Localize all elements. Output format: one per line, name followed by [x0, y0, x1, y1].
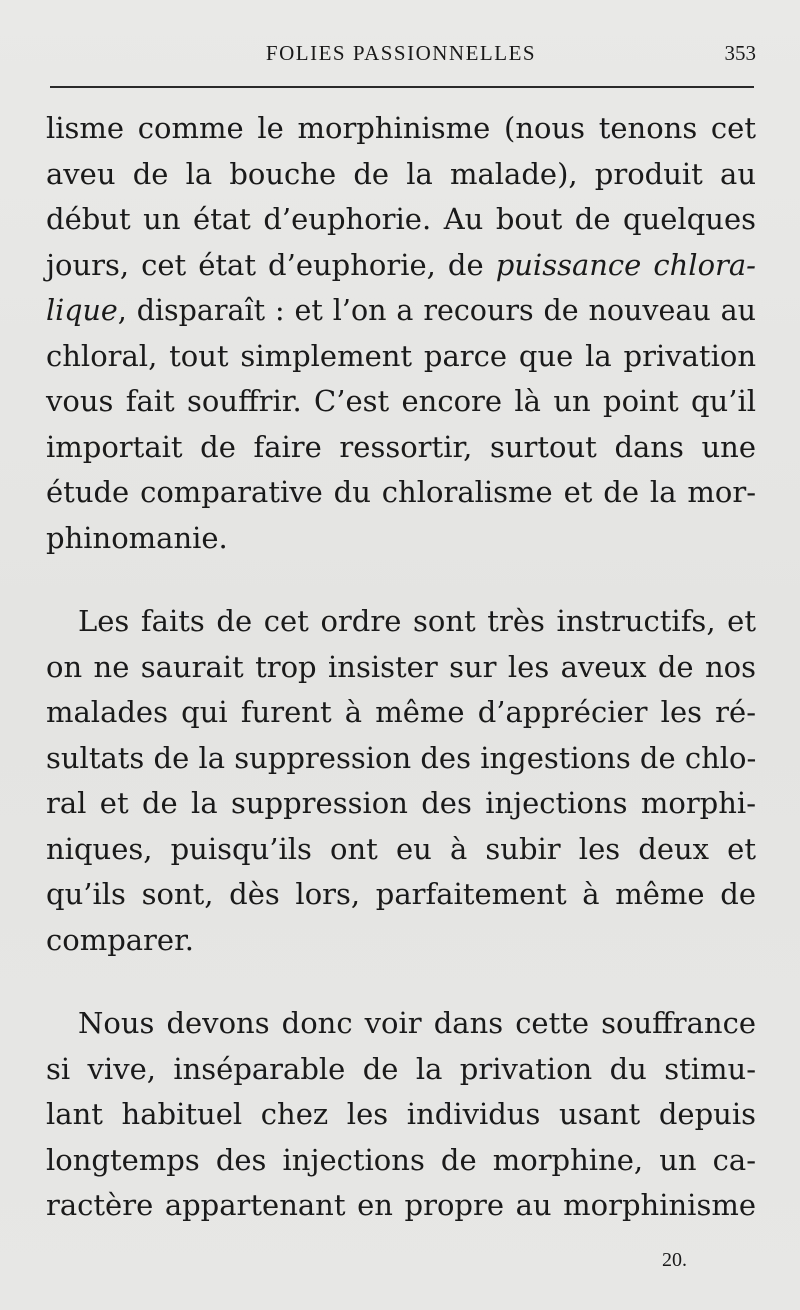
text-line: chloral, tout simplement parce que la privation — [46, 338, 756, 373]
header-rule — [50, 86, 754, 88]
paragraph-3 — [46, 1001, 756, 1229]
text-segment: jours, cet état d’euphorie, de — [46, 247, 496, 282]
running-head — [46, 36, 756, 76]
text-line: qu’ils sont, dès lors, parfaitement à même de — [46, 877, 756, 911]
text-line: Nous devons donc voir dans cette souffrance — [78, 1006, 756, 1040]
text-line: malades qui furent à même d’apprécier les ré- — [46, 695, 756, 729]
text-line: importait de faire ressortir, surtout dans une — [46, 429, 756, 464]
text-line: aveu de la bouche de la malade), produit au — [46, 156, 756, 191]
text-line: comparer. — [46, 922, 194, 957]
text-line: lisme comme le morphinisme (nous tenons cet — [46, 111, 756, 145]
text-line: ral et de la suppression des injections morphi- — [46, 786, 756, 820]
paragraph-2 — [46, 599, 756, 963]
running-title: FOLIES PASSIONNELLES — [265, 41, 537, 65]
text-line: si vive, inséparable de la privation du stimu- — [46, 1051, 756, 1086]
text-line: sultats de la suppression des ingestions de chlo- — [46, 740, 757, 775]
text-line: phinomanie. — [46, 520, 228, 555]
text-line: étude comparative du chloralisme et de la mor- — [46, 475, 756, 509]
italic-text: puissance chlora- — [495, 247, 756, 282]
text-line: lant habituel chez les individus usant depuis — [46, 1097, 756, 1131]
signature-mark: 20. — [662, 1249, 687, 1271]
paragraph-gap — [46, 963, 756, 1001]
text-line: longtemps des injections de morphine, un ca- — [46, 1142, 756, 1177]
text-line: on ne saurait trop insister sur les aveux de nos — [46, 649, 756, 684]
text-line-with-italic — [46, 288, 756, 334]
text-line: ractère appartenant en propre au morphinisme — [46, 1188, 756, 1222]
text-segment: , disparaît : et l’on a recours de nouveau au — [117, 294, 756, 327]
paragraph-gap — [46, 561, 756, 599]
text-line-with-italic — [46, 243, 756, 289]
text-line: vous fait souffrir. C’est encore là un point qu’il — [46, 384, 756, 418]
page-number: 353 — [724, 41, 756, 65]
text-line: début un état d’euphorie. Au bout de quelques — [46, 202, 756, 236]
text-line: Les faits de cet ordre sont très instructifs, et — [78, 604, 756, 638]
text-line: niques, puisqu’ils ont eu à subir les deux et — [46, 831, 756, 866]
body-text — [46, 106, 756, 1229]
paragraph-1 — [46, 106, 756, 561]
italic-text: lique — [46, 294, 118, 327]
